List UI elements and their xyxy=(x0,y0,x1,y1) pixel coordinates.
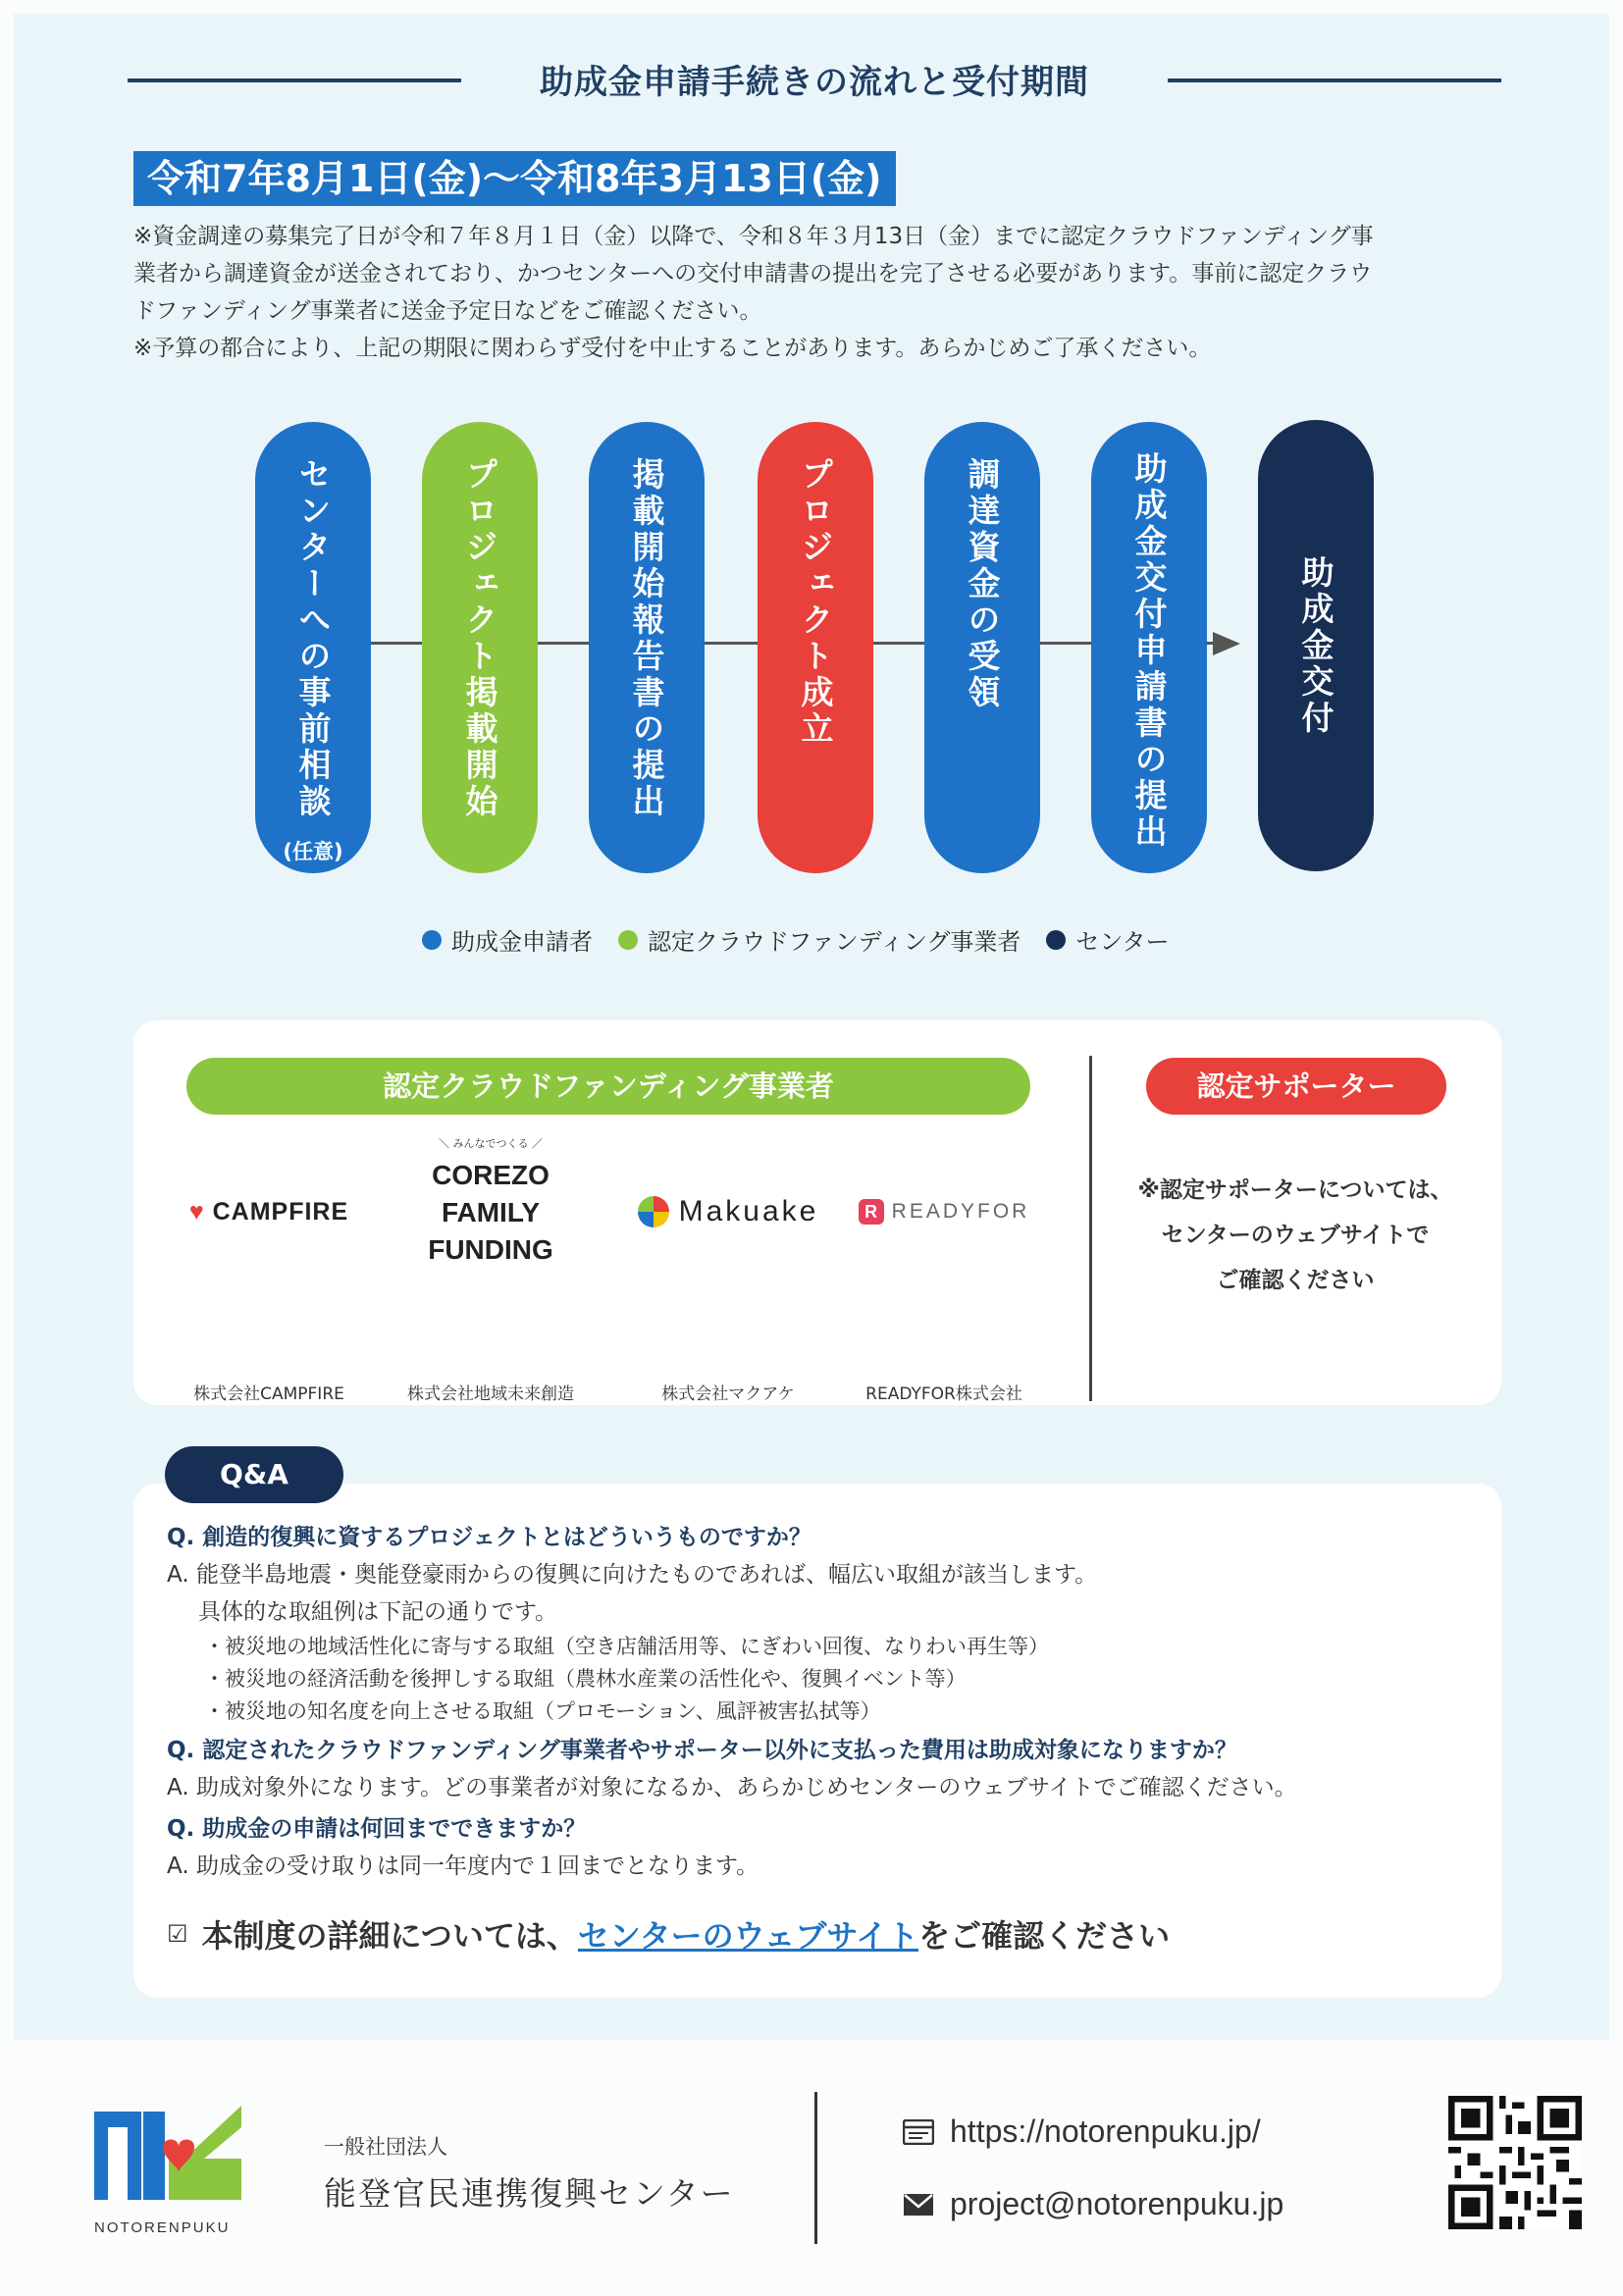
org-type: 一般社団法人 xyxy=(324,2135,447,2159)
note-line: ※資金調達の募集完了日が令和７年８月１日（金）以降で、令和８年３月13日（金）までに認定クラウドファンディング事 xyxy=(133,224,1374,249)
org-name: 能登官民連携復興センター xyxy=(324,2174,735,2213)
detail-notice xyxy=(167,1911,1170,1957)
example-item: ・被災地の地域活性化に寄与する取組（空き店舗活用等、にぎわい回復、なりわい再生等） xyxy=(204,1635,1049,1658)
answer: A. 助成金の受け取りは同一年度内で１回までとなります。 xyxy=(167,1853,759,1879)
flow-step-grant-issued xyxy=(1258,420,1374,871)
flow-step-grant-application xyxy=(1091,422,1207,873)
flow-step-listing-report xyxy=(589,422,705,873)
footer xyxy=(0,2051,1623,2296)
logo-text: READYFOR xyxy=(891,1200,1030,1223)
title-rule-right xyxy=(1168,78,1501,82)
detail-text: 本制度の詳細については、 xyxy=(201,1917,578,1955)
partner-readyfor xyxy=(836,1158,1052,1404)
checkbox-icon: ☑ xyxy=(167,1920,188,1948)
logo-text: CAMPFIRE xyxy=(212,1197,349,1226)
company-name: 株式会社マクアケ xyxy=(661,1384,795,1404)
logo-text: Makuake xyxy=(678,1195,819,1227)
note-line: センターのウェブサイトで xyxy=(1161,1223,1430,1248)
makuake-logo xyxy=(620,1158,836,1266)
page-title: 助成金申請手続きの流れと受付期間 xyxy=(540,63,1089,102)
corezo-logo xyxy=(383,1137,599,1265)
flow-step-fund-receipt xyxy=(924,422,1040,873)
website-link[interactable]: センターのウェブサイト xyxy=(577,1917,919,1955)
makuake-mark-icon xyxy=(638,1196,669,1227)
qa-tag: Q&A xyxy=(165,1446,343,1503)
partners-box xyxy=(133,1020,1501,1405)
company-name: 株式会社CAMPFIRE xyxy=(193,1384,344,1404)
legend-label: センター xyxy=(1075,928,1170,956)
flow-step-label: プロジェクト成立 xyxy=(796,457,835,748)
logo-wordmark: NOTORENPUKU xyxy=(94,2219,231,2236)
question: Q. 創造的復興に資するプロジェクトとはどういうものですか？ xyxy=(167,1525,812,1550)
website-url[interactable]: https://notorenpuku.jp/ xyxy=(950,2113,1261,2149)
legend-dot xyxy=(1046,930,1066,950)
company-name: READYFOR株式会社 xyxy=(865,1384,1022,1404)
qr-code[interactable] xyxy=(1448,2096,1582,2229)
flow-step-project-success xyxy=(758,422,873,873)
logo-tagline: ＼ みんなでつくる ／ xyxy=(439,1137,543,1150)
supporter-note xyxy=(1119,1168,1472,1303)
readyfor-logo xyxy=(836,1158,1052,1266)
legend-item xyxy=(1046,922,1169,957)
mail-icon xyxy=(903,2193,934,2217)
campfire-logo xyxy=(161,1158,377,1266)
flow-step-label: 助成金交付申請書の提出 xyxy=(1129,451,1169,851)
qa-list xyxy=(167,1519,1482,1885)
flow-step-sub: (任意) xyxy=(283,840,343,863)
website-contact[interactable] xyxy=(903,2113,1261,2150)
notorenpuku-logo xyxy=(94,2102,251,2210)
application-period: 令和7年8月1日(金)～令和8年3月13日(金) xyxy=(133,151,896,206)
flame-icon: ♥ xyxy=(188,1197,205,1226)
question: Q. 認定されたクラウドファンディング事業者やサポーター以外に支払った費用は助成対象になりますか？ xyxy=(167,1738,1237,1763)
legend-label: 認定クラウドファンディング事業者 xyxy=(648,928,1021,956)
example-item: ・被災地の経済活動を後押しする取組（農林水産業の活性化や、復興イベント等） xyxy=(204,1667,967,1691)
legend-item xyxy=(618,922,1021,957)
partner-corezo xyxy=(383,1137,599,1404)
process-flow xyxy=(255,412,1374,903)
answer: A. 能登半島地震・奥能登豪雨からの復興に向けたものであれば、幅広い取組が該当します。 xyxy=(167,1562,1098,1588)
note-line: 業者から調達資金が送金されており、かつセンターへの交付申請書の提出を完了させる必要があります。事前に認定クラウ xyxy=(133,261,1373,287)
email-address[interactable]: project@notorenpuku.jp xyxy=(950,2186,1284,2221)
logo-text: FAMILY xyxy=(441,1197,541,1227)
email-contact[interactable] xyxy=(903,2186,1283,2222)
flow-step-listing-start xyxy=(422,422,538,873)
supporter-heading: 認定サポーター xyxy=(1146,1058,1446,1115)
logo-text: FUNDING xyxy=(428,1234,553,1265)
flow-step-label: プロジェクト掲載開始 xyxy=(460,457,499,820)
flow-step-label: 助成金交付 xyxy=(1296,554,1335,737)
legend-dot xyxy=(618,930,638,950)
partner-campfire xyxy=(161,1158,377,1404)
note-line: ※認定サポーターについては、 xyxy=(1137,1177,1453,1203)
section-title xyxy=(128,49,1501,108)
note-line: ドファンディング事業者に送金予定日などをご確認ください。 xyxy=(133,298,762,324)
legend-dot xyxy=(422,930,442,950)
flow-step-consultation xyxy=(255,422,371,873)
detail-text: をご確認ください xyxy=(918,1917,1171,1955)
question: Q. 助成金の申請は何回までできますか？ xyxy=(167,1816,587,1842)
legend-item xyxy=(422,922,593,957)
company-name: 株式会社地域未来創造 xyxy=(407,1384,574,1404)
partner-makuake xyxy=(620,1158,836,1404)
flow-legend xyxy=(422,922,1169,957)
note-line: ※予算の都合により、上記の期限に関わらず受付を中止することがあります。あらかじめご了承ください。 xyxy=(133,336,1212,361)
readyfor-mark-icon: R xyxy=(859,1199,884,1225)
footer-divider xyxy=(814,2092,817,2244)
note-line: ご確認ください xyxy=(1216,1268,1375,1293)
period-notes xyxy=(133,218,1507,367)
crowdfunding-heading: 認定クラウドファンディング事業者 xyxy=(186,1058,1030,1115)
flow-step-label: 調達資金の受領 xyxy=(963,457,1002,711)
browser-icon xyxy=(903,2119,934,2145)
legend-label: 助成金申請者 xyxy=(451,928,593,956)
arrow-right-icon xyxy=(1213,632,1240,655)
answer-continued: 具体的な取組例は下記の通りです。 xyxy=(198,1599,558,1625)
logo-text: COREZO xyxy=(432,1160,550,1190)
flow-step-label: センターへの事前相談 xyxy=(293,457,333,820)
flow-step-label: 掲載開始報告書の提出 xyxy=(627,457,666,820)
partners-divider xyxy=(1089,1056,1092,1401)
example-item: ・被災地の知名度を向上させる取組（プロモーション、風評被害払拭等） xyxy=(204,1699,881,1723)
answer: A. 助成対象外になります。どの事業者が対象になるか、あらかじめセンターのウェブサイトでご確認ください。 xyxy=(167,1775,1297,1800)
